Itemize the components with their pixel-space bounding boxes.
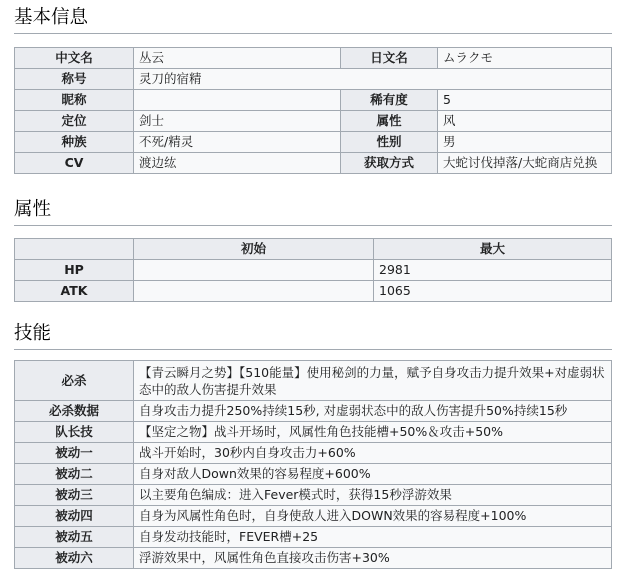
table-row [15,464,612,485]
label-ultimate-data: 必杀数据 [15,401,134,422]
label-element: 属性 [341,111,438,132]
value-ultimate-data: 自身攻击力提升250%持续15秒, 对虚弱状态中的敌人伤害提升50%持续15秒 [134,401,612,422]
header-empty [15,239,134,260]
value-passive-6: 浮游效果中，风属性角色直接攻击伤害+30% [134,548,612,569]
value-leader-skill: 【坚定之物】战斗开场时，风属性角色技能槽+50%＆攻击+50% [134,422,612,443]
value-hp-max: 2981 [374,260,612,281]
value-atk-max: 1065 [374,281,612,302]
basic-info-divider [14,33,612,34]
value-hp-initial [134,260,374,281]
label-passive-4: 被动四 [15,506,134,527]
label-passive-5: 被动五 [15,527,134,548]
label-ultimate: 必杀 [15,361,134,401]
value-rarity: 5 [438,90,612,111]
table-row [15,506,612,527]
value-passive-3: 以主要角色编成：进入Fever模式时，获得15秒浮游效果 [134,485,612,506]
header-initial: 初始 [134,239,374,260]
label-leader-skill: 队长技 [15,422,134,443]
table-row [15,281,612,302]
value-title: 灵刀的宿精 [134,69,612,90]
value-passive-1: 战斗开始时，30秒内自身攻击力+60% [134,443,612,464]
label-role: 定位 [15,111,134,132]
table-row [15,527,612,548]
label-atk: ATK [15,281,134,302]
label-passive-1: 被动一 [15,443,134,464]
table-row [15,443,612,464]
value-role: 剑士 [134,111,341,132]
table-row [15,260,612,281]
value-element: 风 [438,111,612,132]
label-cv: CV [15,153,134,174]
label-passive-2: 被动二 [15,464,134,485]
label-race: 种族 [15,132,134,153]
attributes-table [14,238,612,302]
table-row [15,153,612,174]
value-acquisition: 大蛇讨伐掉落/大蛇商店兑换 [438,153,612,174]
value-nickname [134,90,341,111]
table-row [15,90,612,111]
value-passive-5: 自身发动技能时，FEVER槽+25 [134,527,612,548]
label-nickname: 昵称 [15,90,134,111]
value-passive-2: 自身对敌人Down效果的容易程度+600% [134,464,612,485]
attributes-divider [14,225,612,226]
table-row [15,422,612,443]
value-passive-4: 自身为风属性角色时，自身使敌人进入DOWN效果的容易程度+100% [134,506,612,527]
label-japanese-name: 日文名 [341,48,438,69]
header-max: 最大 [374,239,612,260]
table-row [15,132,612,153]
value-atk-initial [134,281,374,302]
label-hp: HP [15,260,134,281]
skills-heading: 技能 [14,323,52,344]
basic-info-heading: 基本信息 [14,7,89,28]
skills-divider [14,349,612,350]
table-row [15,401,612,422]
table-row [15,48,612,69]
label-passive-3: 被动三 [15,485,134,506]
value-chinese-name: 丛云 [134,48,341,69]
value-race: 不死/精灵 [134,132,341,153]
table-row [15,69,612,90]
value-ultimate: 【青云瞬月之势】【510能量】使用秘剑的力量，赋予自身攻击力提升效果+对虚弱状态中的敌人伤害提升效果 [134,361,612,401]
table-row [15,548,612,569]
value-cv: 渡边纮 [134,153,341,174]
table-row [15,361,612,401]
table-row [15,485,612,506]
label-chinese-name: 中文名 [15,48,134,69]
table-header-row [15,239,612,260]
value-japanese-name: ムラクモ [438,48,612,69]
label-passive-6: 被动六 [15,548,134,569]
table-row [15,111,612,132]
skills-table [14,360,612,569]
label-rarity: 稀有度 [341,90,438,111]
label-title: 称号 [15,69,134,90]
basic-info-table [14,47,612,174]
attributes-heading: 属性 [14,199,52,220]
value-gender: 男 [438,132,612,153]
label-gender: 性别 [341,132,438,153]
label-acquisition: 获取方式 [341,153,438,174]
